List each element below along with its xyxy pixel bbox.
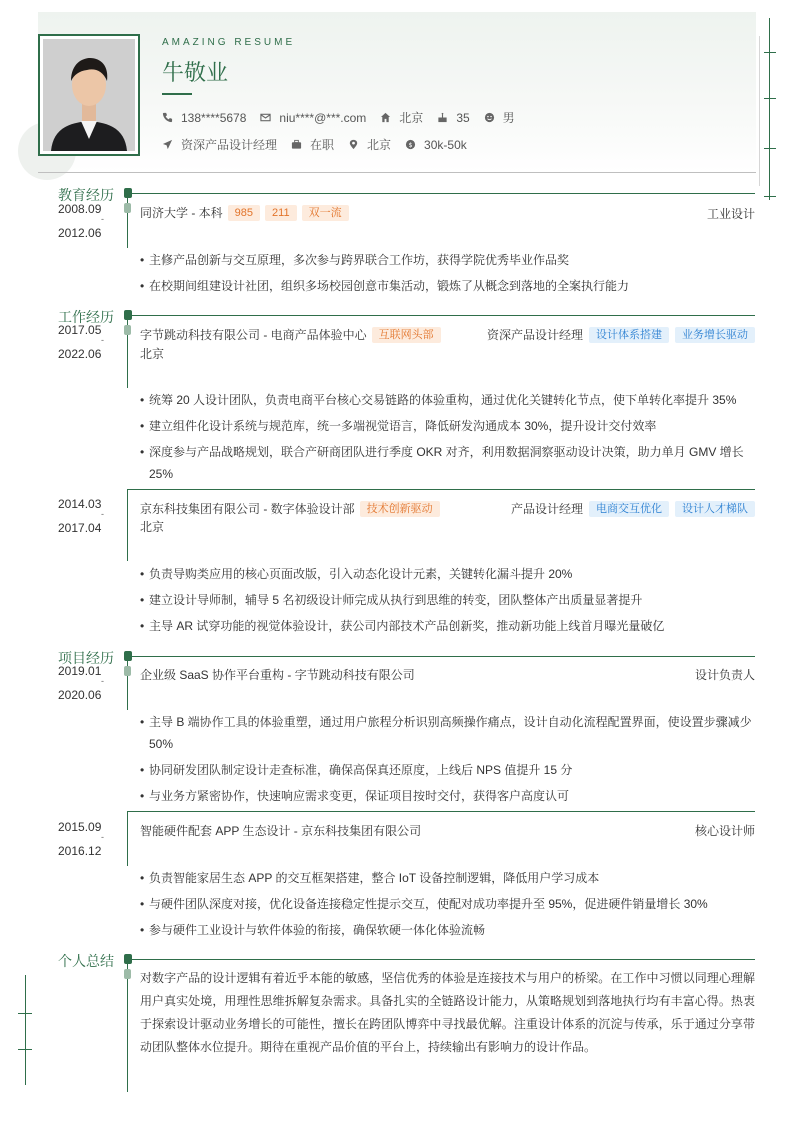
- project-end-date: 2016.12: [58, 844, 102, 858]
- company-name: 京东科技集团有限公司 - 数字体验设计部: [140, 502, 355, 516]
- job-intent-row: [162, 136, 481, 153]
- list-item: • 建立组件化设计系统与规范库，统一多端视觉语言，降低研发沟通成本 30%，提升设计交付效率: [140, 419, 657, 433]
- list-item: • 协同研发团队制定设计走查标准，确保高保真还原度，上线后 NPS 值提升 15 分: [140, 763, 573, 777]
- entry-rule: [128, 811, 755, 812]
- company-name: 字节跳动科技有限公司 - 电商产品体验中心: [140, 328, 367, 342]
- section-rule: [132, 315, 755, 316]
- work-role-row: [511, 500, 755, 517]
- decorative-tick: [764, 98, 776, 99]
- age-item: [437, 111, 469, 125]
- gender-text: 男: [502, 111, 515, 125]
- salary-item: [405, 138, 467, 152]
- role-tag: 业务增长驱动: [675, 327, 755, 343]
- email-item: [260, 111, 366, 125]
- email-text: niu****@***.com: [279, 110, 367, 125]
- project-role: 设计负责人: [694, 668, 755, 682]
- major-text: 工业设计: [706, 207, 755, 221]
- section-title-projects: 项目经历: [58, 650, 114, 666]
- list-item: • 主导 B 端协作工具的体验重塑，通过用户旅程分析识别高频操作痛点，设计自动化流程配置界面，使设置步骤减少 50%: [140, 715, 752, 751]
- list-item: • 负责智能家居生态 APP 的交互框架搭建，整合 IoT 设备控制逻辑，降低用户学习成本: [140, 871, 600, 885]
- section-rule: [132, 193, 755, 194]
- gender-icon: [484, 112, 495, 123]
- contact-info-row: [162, 109, 529, 126]
- section-title-work: 工作经历: [58, 309, 114, 325]
- list-item: • 在校期间组建设计社团，组织多场校园创意市集活动，锻炼了从概念到落地的全案执行能力: [140, 279, 630, 293]
- work-role-row: [487, 326, 755, 343]
- list-item: • 与业务方紧密协作，快速响应需求变更，保证项目按时交付，获得客户高度认可: [140, 789, 570, 803]
- profile-photo-frame: [38, 34, 140, 156]
- timeline-line: [127, 811, 128, 866]
- date-separator: -: [101, 676, 104, 686]
- decorative-tick: [18, 1013, 32, 1014]
- work-company-row: [140, 500, 440, 517]
- school-name: 同济大学 - 本科: [140, 206, 223, 220]
- section-title-summary: 个人总结: [58, 953, 114, 969]
- timeline-marker: [124, 969, 131, 979]
- home-icon: [380, 112, 391, 123]
- section-rule: [132, 959, 755, 960]
- work-start-date: 2014.03: [58, 497, 102, 511]
- timeline-marker: [124, 325, 131, 335]
- entry-rule: [128, 489, 755, 490]
- role-tag: 设计人才梯队: [675, 501, 755, 517]
- education-major: [707, 205, 755, 222]
- project-start-date: 2019.01: [58, 664, 102, 678]
- project-role-row: [695, 666, 755, 683]
- role-tag: 设计体系搭建: [589, 327, 669, 343]
- work-end-date: 2017.04: [58, 521, 102, 535]
- education-school-row: [140, 204, 349, 221]
- decorative-line: [25, 975, 26, 1085]
- work-company-row: [140, 326, 441, 343]
- decorative-tick: [764, 148, 776, 149]
- decorative-tick: [764, 196, 776, 197]
- timeline-marker: [124, 666, 131, 676]
- project-title-row: [140, 822, 421, 839]
- target-city-item: [348, 136, 391, 153]
- timeline-line: [127, 964, 128, 1092]
- decorative-tick: [18, 1049, 32, 1050]
- education-start-date: 2008.09: [58, 202, 102, 216]
- project-role-row: [695, 822, 755, 839]
- date-separator: -: [101, 832, 104, 842]
- list-item: • 主导 AR 试穿功能的视觉体验设计，获公司内部技术产品创新奖，推动新功能上线首月曝光量破亿: [140, 619, 665, 633]
- status-item: [291, 136, 334, 153]
- section-marker: [124, 310, 132, 320]
- decorative-line: [769, 18, 770, 200]
- project-end-date: 2020.06: [58, 688, 102, 702]
- school-tag: 211: [265, 205, 297, 221]
- decorative-line: [759, 36, 760, 186]
- section-title-education: 教育经历: [58, 187, 114, 203]
- svg-text:$: $: [408, 140, 413, 149]
- date-separator: -: [101, 214, 104, 224]
- list-item: • 负责导购类应用的核心页面改版，引入动态化设计元素，关键转化漏斗提升 20%: [140, 567, 573, 581]
- section-rule: [132, 656, 755, 657]
- phone-text: 138****5678: [181, 110, 247, 125]
- target-position-text: 资深产品设计经理: [181, 138, 278, 152]
- gender-item: [484, 109, 515, 126]
- work-city: 北京: [140, 347, 165, 361]
- section-marker: [124, 651, 132, 661]
- phone-icon: [162, 112, 173, 123]
- role-text: 产品设计经理: [510, 502, 583, 516]
- role-text: 资深产品设计经理: [486, 328, 583, 342]
- project-title-row: [140, 666, 415, 683]
- project-title: 企业级 SaaS 协作平台重构 - 字节跳动科技有限公司: [140, 668, 415, 682]
- send-icon: [162, 139, 173, 150]
- list-item: • 统筹 20 人设计团队，负责电商平台核心交易链路的体验重构，通过优化关键转化节点，使下单转化率提升 35%: [140, 393, 737, 407]
- school-tag: 双一流: [302, 205, 349, 221]
- decorative-tick: [764, 52, 776, 53]
- project-start-date: 2015.09: [58, 820, 102, 834]
- residence-text: 北京: [399, 111, 424, 125]
- location-pin-icon: [348, 139, 359, 150]
- resume-brand-label: AMAZING RESUME: [162, 37, 296, 48]
- candidate-name: 牛敬业: [162, 61, 229, 86]
- section-marker: [124, 954, 132, 964]
- timeline-marker: [124, 203, 131, 213]
- cake-icon: [437, 112, 448, 123]
- work-end-date: 2022.06: [58, 347, 102, 361]
- salary-icon: [405, 139, 416, 150]
- status-text: 在职: [310, 138, 335, 152]
- target-position-item: [162, 136, 277, 153]
- work-start-date: 2017.05: [58, 323, 102, 337]
- briefcase-icon: [291, 139, 302, 150]
- list-item: • 深度参与产品战略规划，联合产研商团队进行季度 OKR 对齐，利用数据洞察驱动设计决策，助力单月 GMV 增长 25%: [140, 445, 744, 481]
- company-tag: 技术创新驱动: [360, 501, 440, 517]
- project-role: 核心设计师: [694, 824, 755, 838]
- role-tag: 电商交互优化: [589, 501, 669, 517]
- mail-icon: [260, 112, 271, 123]
- timeline-line: [127, 489, 128, 561]
- list-item: • 主修产品创新与交互原理，多次参与跨界联合工作坊，获得学院优秀毕业作品奖: [140, 253, 570, 267]
- name-underline: [162, 93, 192, 95]
- list-item: • 与硬件团队深度对接，优化设备连接稳定性提示交互，使配对成功率提升至 95%，促进硬件销量增长 30%: [140, 897, 708, 911]
- header-divider: [38, 172, 756, 173]
- avatar: [43, 39, 135, 151]
- list-item: • 建立设计导师制，辅导 5 名初级设计师完成从执行到思维的转变，团队整体产出质量显著提升: [140, 593, 643, 607]
- date-separator: -: [101, 509, 104, 519]
- project-title: 智能硬件配套 APP 生态设计 - 京东科技集团有限公司: [140, 824, 422, 838]
- phone-item: [162, 111, 246, 125]
- date-separator: -: [101, 335, 104, 345]
- education-end-date: 2012.06: [58, 226, 102, 240]
- target-city-text: 北京: [367, 138, 392, 152]
- section-marker: [124, 188, 132, 198]
- work-city: 北京: [140, 520, 165, 534]
- list-item: • 参与硬件工业设计与软件体验的衔接，确保软硬一体化体验流畅: [140, 923, 486, 937]
- company-tag: 互联网头部: [372, 327, 441, 343]
- school-tag: 985: [228, 205, 260, 221]
- age-text: 35: [456, 110, 470, 125]
- residence-item: [380, 109, 423, 126]
- salary-text: 30k-50k: [424, 137, 467, 152]
- summary-text: 对数字产品的设计逻辑有着近乎本能的敏感，坚信优秀的体验是连接技术与用户的桥梁。在工作中习惯以同理心理解用户真实处境，用理性思维拆解复杂需求。具备扎实的全链路设计能力，从策略规划到落地执行均有丰富心得。热衷于探索设计驱动业务增长的可能性，擅长在跨团队博弈中寻找最优解。注重设计体系的沉淀与传承，乐于通过分享带动团队整体水位提升。期待在重视产品价值的平台上，持续输出有影响力的设计作品。: [140, 971, 755, 1054]
